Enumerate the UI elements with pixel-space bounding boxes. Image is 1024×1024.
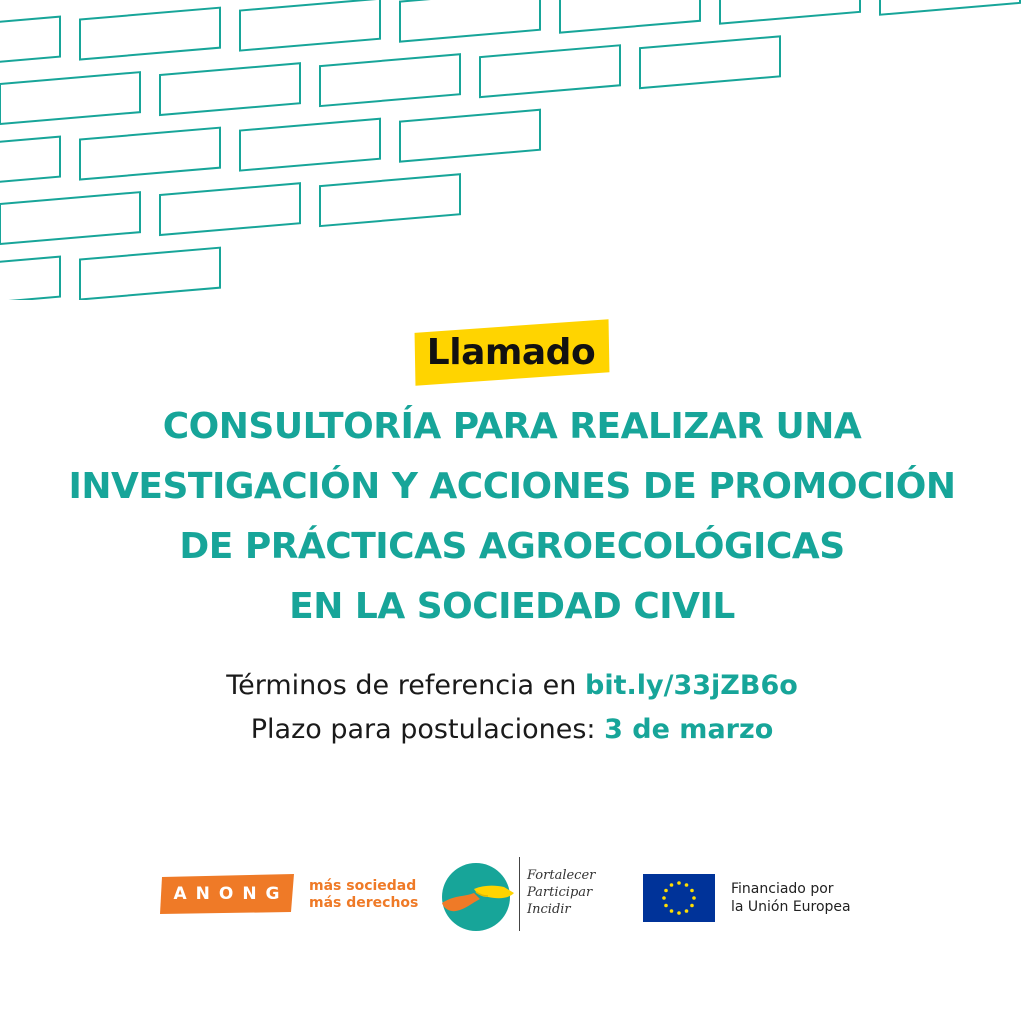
pattern-brick (0, 72, 140, 124)
pattern-brick (480, 45, 620, 97)
eu-star (685, 909, 689, 913)
fpi-line: Incidir (527, 902, 571, 917)
fpi-line: Participar (527, 885, 593, 900)
eu-flag-icon (643, 874, 715, 922)
slogan-line: más derechos (309, 895, 419, 911)
eu-star (690, 889, 694, 893)
eu-line: Financiado por (731, 881, 834, 897)
deadline-prefix: Plazo para postulaciones: (250, 714, 605, 745)
pattern-brick (80, 128, 220, 180)
pattern-brick (640, 36, 780, 88)
pattern-brick (80, 8, 220, 60)
terms-prefix: Términos de referencia en (226, 670, 585, 701)
eu-star (664, 904, 668, 908)
pattern-brick (240, 119, 380, 171)
pattern-brick (80, 248, 220, 300)
title-line: DE PRÁCTICAS AGROECOLÓGICAS (179, 526, 845, 567)
eu-star (690, 904, 694, 908)
pattern-brick (720, 0, 860, 24)
eu-line: la Unión Europea (731, 899, 851, 915)
fpi-line: Fortalecer (527, 868, 596, 883)
title-line: CONSULTORÍA PARA REALIZAR UNA (162, 406, 862, 447)
pattern-brick (160, 183, 300, 235)
anong-logo-text: ANONG (173, 884, 289, 904)
pattern-brick (560, 0, 700, 33)
hands-globe-icon (436, 859, 516, 933)
eu-funding-note (731, 880, 851, 916)
logo-divider (519, 857, 520, 931)
pattern-brick (400, 110, 540, 162)
eu-star (692, 896, 696, 900)
pattern-brick (0, 192, 140, 244)
title-line: EN LA SOCIEDAD CIVIL (289, 586, 735, 627)
call-title (0, 397, 1024, 637)
title-line: INVESTIGACIÓN Y ACCIONES DE PROMOCIÓN (68, 466, 956, 507)
eu-star (664, 889, 668, 893)
llamado-highlight (415, 326, 609, 379)
pattern-brick (0, 137, 60, 189)
brick-pattern-decoration (0, 0, 1024, 300)
eu-star (670, 909, 674, 913)
pattern-brick (240, 0, 380, 51)
pattern-brick (880, 0, 1020, 15)
pattern-brick (160, 63, 300, 115)
eu-star (677, 911, 681, 915)
pattern-brick (0, 257, 60, 300)
eu-star (685, 883, 689, 887)
eu-star (662, 896, 666, 900)
eu-star (670, 883, 674, 887)
pattern-brick (400, 0, 540, 42)
pattern-brick (320, 174, 460, 226)
sponsor-footer (0, 855, 1024, 945)
pattern-brick (0, 17, 60, 69)
deadline-date: 3 de marzo (604, 714, 774, 745)
eu-star (677, 881, 681, 885)
terms-line (0, 664, 1024, 708)
call-details (0, 664, 1024, 752)
anong-logo (160, 874, 296, 914)
deadline-line (0, 708, 1024, 752)
fpi-tagline (527, 867, 595, 918)
terms-link[interactable]: bit.ly/33jZB6o (585, 670, 798, 701)
slogan-line: más sociedad (309, 878, 417, 894)
pattern-brick (320, 54, 460, 106)
llamado-label: Llamado (426, 332, 596, 373)
anong-slogan (309, 878, 418, 912)
